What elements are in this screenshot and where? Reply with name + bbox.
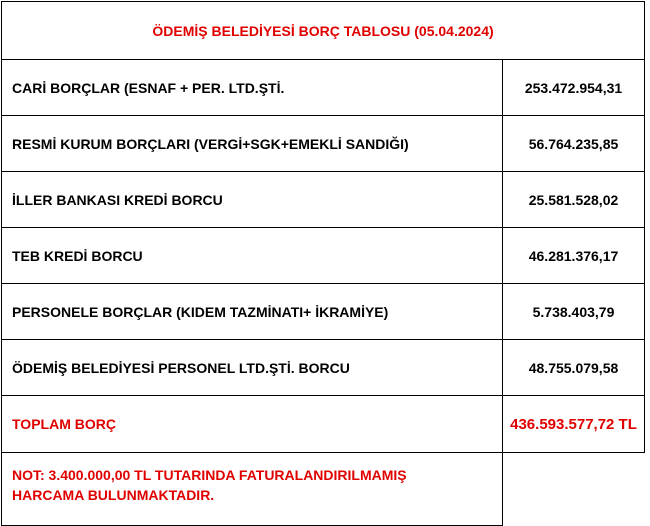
note-row [2, 453, 645, 526]
row-value: 25.581.528,02 [503, 172, 645, 228]
table-row [2, 228, 645, 284]
row-value: 56.764.235,85 [503, 116, 645, 172]
row-value: 48.755.079,58 [503, 340, 645, 396]
row-label: PERSONELE BORÇLAR (KIDEM TAZMİNATI+ İKRAMİYE) [2, 284, 503, 340]
row-label: CARİ BORÇLAR (ESNAF + PER. LTD.ŞTİ. [2, 60, 503, 116]
row-label: ÖDEMİŞ BELEDİYESİ PERSONEL LTD.ŞTİ. BORCU [2, 340, 503, 396]
debt-table-sheet [1, 1, 644, 526]
row-value: 253.472.954,31 [503, 60, 645, 116]
note-line-2: HARCAMA BULUNMAKTADIR. [12, 487, 215, 503]
row-label: RESMİ KURUM BORÇLARI (VERGİ+SGK+EMEKLİ SANDIĞI) [2, 116, 503, 172]
blank-cell [503, 453, 645, 526]
table-row [2, 116, 645, 172]
row-label: TEB KREDİ BORCU [2, 228, 503, 284]
table-title: ÖDEMİŞ BELEDİYESİ BORÇ TABLOSU (05.04.2024) [2, 2, 645, 60]
total-row [2, 396, 645, 453]
table-row [2, 60, 645, 116]
table-row [2, 172, 645, 228]
table-row [2, 340, 645, 396]
row-value: 5.738.403,79 [503, 284, 645, 340]
note-text [2, 453, 503, 526]
note-line-1: NOT: 3.400.000,00 TL TUTARINDA FATURALANDIRILMAMIŞ [12, 467, 407, 483]
total-label: TOPLAM BORÇ [2, 396, 503, 453]
row-value: 46.281.376,17 [503, 228, 645, 284]
debt-table [1, 1, 645, 526]
table-row [2, 284, 645, 340]
total-value: 436.593.577,72 TL [503, 396, 645, 453]
row-label: İLLER BANKASI KREDİ BORCU [2, 172, 503, 228]
title-row [2, 2, 645, 60]
